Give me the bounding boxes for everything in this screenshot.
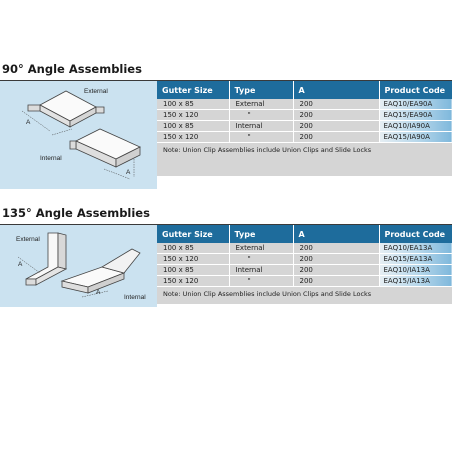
cell-product-code: EAQ15/IA90A [379, 132, 452, 143]
cell-type: " [229, 132, 293, 143]
cell-product-code: EAQ10/EA13A [379, 243, 452, 254]
cell-gutter-size: 150 x 120 [157, 254, 229, 265]
cell-product-code: EAQ10/IA13A [379, 265, 452, 276]
table-header-row [157, 81, 452, 99]
cell-type: " [229, 276, 293, 287]
label-a-dim: A [96, 289, 101, 296]
table-row [157, 265, 452, 276]
diagram-panel [0, 225, 157, 307]
cell-a: 200 [293, 99, 379, 110]
cell-product-code: EAQ10/IA90A [379, 121, 452, 132]
cell-product-code: EAQ15/EA13A [379, 254, 452, 265]
table-row [157, 254, 452, 265]
cell-type: Internal [229, 265, 293, 276]
table-header-row [157, 225, 452, 243]
cell-gutter-size: 100 x 85 [157, 265, 229, 276]
col-header-gutter-size: Gutter Size [157, 81, 229, 99]
internal-gutter-shape [70, 129, 140, 167]
table-note: Note: Union Clip Assemblies include Union Clips and Slide Locks [157, 143, 452, 177]
table-row [157, 132, 452, 143]
table-note: Note: Union Clip Assemblies include Union Clips and Slide Locks [157, 287, 452, 305]
external-gutter-shape [28, 91, 104, 127]
cell-a: 200 [293, 132, 379, 143]
cell-gutter-size: 100 x 85 [157, 99, 229, 110]
cell-type: External [229, 243, 293, 254]
cell-type: Internal [229, 121, 293, 132]
cell-type: External [229, 99, 293, 110]
table-note-row [157, 143, 452, 177]
cell-type: " [229, 110, 293, 121]
label-internal: Internal [124, 294, 146, 301]
cell-product-code: EAQ15/IA13A [379, 276, 452, 287]
col-header-product-code: Product Code [379, 225, 452, 243]
spec-table-90 [157, 81, 452, 177]
internal-gutter-shape [62, 249, 140, 293]
col-header-gutter-size: Gutter Size [157, 225, 229, 243]
label-external: External [16, 236, 40, 243]
diagram-panel [0, 81, 157, 189]
cell-a: 200 [293, 265, 379, 276]
spec-table-135 [157, 225, 452, 305]
cell-a: 200 [293, 243, 379, 254]
table-row [157, 243, 452, 254]
cell-gutter-size: 150 x 120 [157, 276, 229, 287]
cell-gutter-size: 100 x 85 [157, 243, 229, 254]
cell-gutter-size: 150 x 120 [157, 110, 229, 121]
cell-a: 200 [293, 110, 379, 121]
cell-gutter-size: 100 x 85 [157, 121, 229, 132]
gutter-90-diagram [0, 81, 157, 189]
cell-a: 200 [293, 121, 379, 132]
col-header-type: Type [229, 225, 293, 243]
cell-product-code: EAQ10/EA90A [379, 99, 452, 110]
section-title: 90° Angle Assemblies [2, 62, 142, 76]
col-header-a: A [293, 225, 379, 243]
table-note-row [157, 287, 452, 305]
col-header-product-code: Product Code [379, 81, 452, 99]
col-header-a: A [293, 81, 379, 99]
label-internal: Internal [40, 155, 62, 162]
table-row [157, 110, 452, 121]
cell-product-code: EAQ15/EA90A [379, 110, 452, 121]
cell-type: " [229, 254, 293, 265]
label-external: External [84, 88, 108, 95]
label-a-dim: A [18, 261, 23, 268]
section-title: 135° Angle Assemblies [2, 206, 150, 220]
table-row [157, 121, 452, 132]
table-row [157, 99, 452, 110]
cell-gutter-size: 150 x 120 [157, 132, 229, 143]
label-a-dim: A [126, 169, 131, 176]
cell-a: 200 [293, 254, 379, 265]
cell-a: 200 [293, 276, 379, 287]
col-header-type: Type [229, 81, 293, 99]
table-row [157, 276, 452, 287]
label-a-dim: A [26, 119, 31, 126]
